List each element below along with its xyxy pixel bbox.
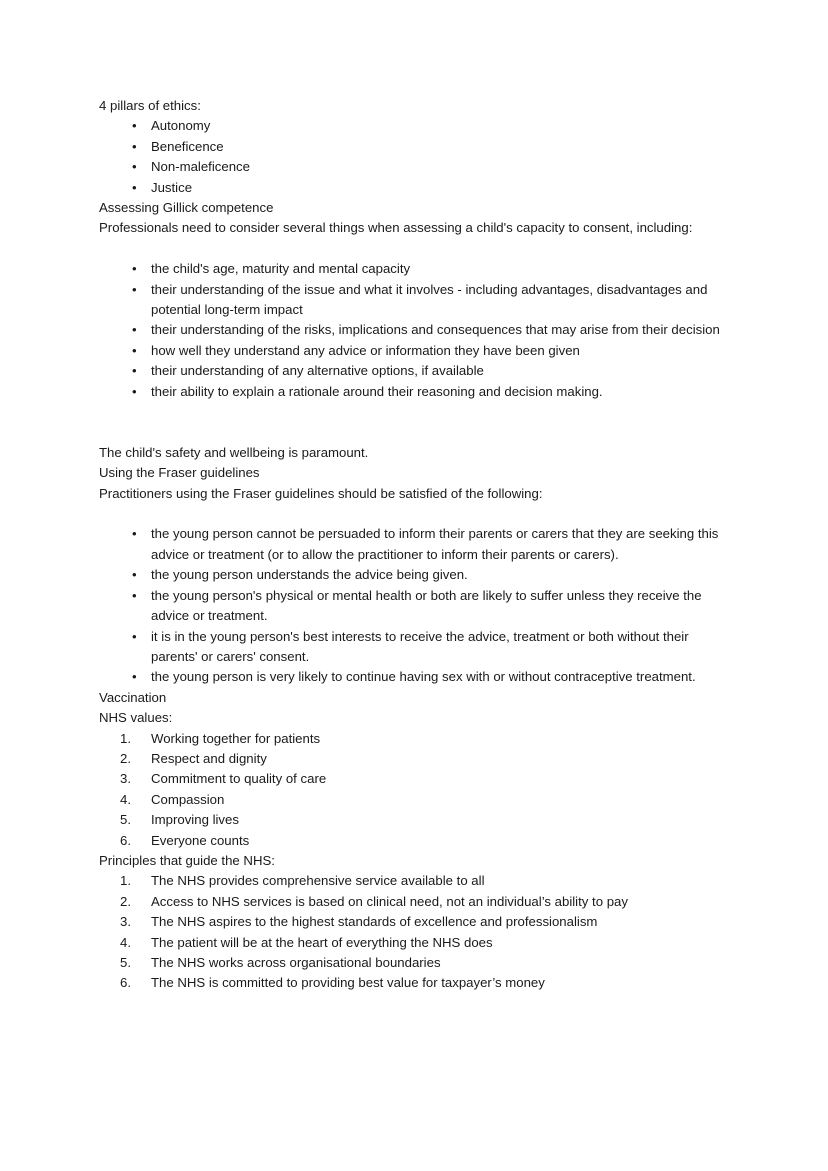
list-item: [99, 524, 724, 565]
bullet-marker-icon: •: [132, 383, 137, 399]
spacer-after-gillick-list-2: [99, 422, 724, 442]
list-item: [99, 280, 724, 321]
heading-using-fraser: Using the Fraser guidelines: [99, 465, 260, 481]
list-item: [99, 259, 724, 279]
bullet-marker-icon: •: [132, 526, 137, 542]
bullet-marker-icon: •: [132, 179, 137, 195]
list-item: [99, 320, 724, 340]
list-item-label: Access to NHS services is based on clinical need, not an individual’s ability to pay: [151, 893, 628, 909]
list-number-marker: 3.: [120, 771, 131, 787]
list-item-label: Compassion: [151, 791, 225, 807]
list-item: [99, 341, 724, 361]
list-item-label: their ability to explain a rationale around their reasoning and decision making.: [151, 383, 603, 399]
list-item: [99, 933, 724, 953]
list-nhs-principles: [99, 871, 724, 993]
list-item-label: Non-maleficence: [151, 159, 250, 175]
heading-nhs-principles: Principles that guide the NHS:: [99, 852, 275, 868]
spacer-after-gillick-list-1: [99, 402, 724, 422]
bullet-marker-icon: •: [132, 587, 137, 603]
list-item: [99, 810, 724, 830]
list-four-pillars: [99, 116, 724, 198]
list-item-label: Improving lives: [151, 812, 239, 828]
bullet-marker-icon: •: [132, 322, 137, 338]
list-item: [99, 137, 724, 157]
list-item-label: it is in the young person's best interests to receive the advice, treatment or both without their parents' or carers' consent.: [151, 628, 689, 664]
list-item-label: Beneficence: [151, 138, 224, 154]
list-item: [99, 729, 724, 749]
list-nhs-values: [99, 729, 724, 851]
list-item: [99, 667, 724, 687]
list-number-marker: 2.: [120, 750, 131, 766]
bullet-marker-icon: •: [132, 118, 137, 134]
list-item-label: Autonomy: [151, 118, 211, 134]
list-item: [99, 790, 724, 810]
spacer-before-fraser-list: [99, 504, 724, 524]
bullet-marker-icon: •: [132, 669, 137, 685]
list-item: [99, 178, 724, 198]
list-item-label: the young person is very likely to continue having sex with or without contraceptive treatment.: [151, 669, 696, 685]
list-item: [99, 749, 724, 769]
list-item: [99, 871, 724, 891]
list-item-label: the young person cannot be persuaded to inform their parents or carers that they are seeking this advice or treatment (or to allow the practitioner to inform their parents or carers).: [151, 526, 719, 562]
list-item-label: the child's age, maturity and mental capacity: [151, 261, 411, 277]
list-number-marker: 3.: [120, 914, 131, 930]
list-item: [99, 586, 724, 627]
list-item: [99, 831, 724, 851]
bullet-marker-icon: •: [132, 261, 137, 277]
list-item: [99, 953, 724, 973]
list-item-label: The NHS aspires to the highest standards of excellence and professionalism: [151, 914, 598, 930]
bullet-marker-icon: •: [132, 567, 137, 583]
bullet-marker-icon: •: [132, 342, 137, 358]
intro-fraser: Practitioners using the Fraser guidelines should be satisfied of the following:: [99, 485, 543, 501]
list-item-label: Everyone counts: [151, 832, 250, 848]
list-number-marker: 5.: [120, 955, 131, 970]
intro-gillick: Professionals need to consider several things when assessing a child's capacity to consent, including:: [99, 220, 693, 236]
bullet-marker-icon: •: [132, 628, 137, 644]
list-item: [99, 973, 724, 993]
list-item: [99, 361, 724, 381]
list-number-marker: 4.: [120, 791, 131, 807]
heading-four-pillars: 4 pillars of ethics:: [99, 98, 201, 113]
bullet-marker-icon: •: [132, 363, 137, 379]
list-item-label: their understanding of any alternative options, if available: [151, 363, 484, 379]
list-item-label: the young person understands the advice being given.: [151, 567, 468, 583]
list-gillick-considerations: [99, 259, 724, 402]
list-item-label: their understanding of the risks, implications and consequences that may arise from their decision: [151, 322, 720, 338]
list-item-label: Working together for patients: [151, 730, 321, 746]
heading-vaccination: Vaccination: [99, 689, 167, 705]
list-item: [99, 565, 724, 585]
bullet-marker-icon: •: [132, 281, 137, 297]
list-item-label: The NHS is committed to providing best value for taxpayer’s money: [151, 975, 545, 991]
list-item: [99, 627, 724, 668]
spacer-before-gillick-list: [99, 239, 724, 259]
document-body: [99, 96, 724, 994]
list-number-marker: 6.: [120, 975, 131, 991]
list-item: [99, 769, 724, 789]
bullet-marker-icon: •: [132, 159, 137, 175]
list-item-label: the young person's physical or mental health or both are likely to suffer unless they receive the advice or treatment.: [151, 587, 702, 624]
list-fraser-guidelines: [99, 524, 724, 687]
list-number-marker: 4.: [120, 934, 131, 950]
list-item-label: how well they understand any advice or information they have been given: [151, 342, 580, 358]
list-number-marker: 5.: [120, 812, 131, 828]
heading-nhs-values: NHS values:: [99, 710, 173, 726]
list-number-marker: 1.: [120, 873, 131, 889]
bullet-marker-icon: •: [132, 138, 137, 154]
list-item: [99, 116, 724, 136]
list-number-marker: 2.: [120, 893, 131, 909]
list-item-label: Justice: [151, 179, 193, 195]
list-item: [99, 912, 724, 932]
list-number-marker: 6.: [120, 832, 131, 848]
list-item-label: Respect and dignity: [151, 750, 267, 766]
list-item-label: The patient will be at the heart of everything the NHS does: [151, 934, 493, 950]
list-item: [99, 892, 724, 912]
list-item-label: The NHS works across organisational boundaries: [151, 955, 441, 970]
list-item: [99, 382, 724, 402]
statement-child-safety: The child's safety and wellbeing is paramount.: [99, 444, 369, 460]
heading-assessing-gillick: Assessing Gillick competence: [99, 200, 274, 216]
list-item-label: their understanding of the issue and what it involves - including advantages, disadvantages and potential long-term impact: [151, 281, 708, 318]
list-item: [99, 157, 724, 177]
list-item-label: The NHS provides comprehensive service available to all: [151, 873, 485, 889]
list-number-marker: 1.: [120, 730, 131, 746]
list-item-label: Commitment to quality of care: [151, 771, 327, 787]
